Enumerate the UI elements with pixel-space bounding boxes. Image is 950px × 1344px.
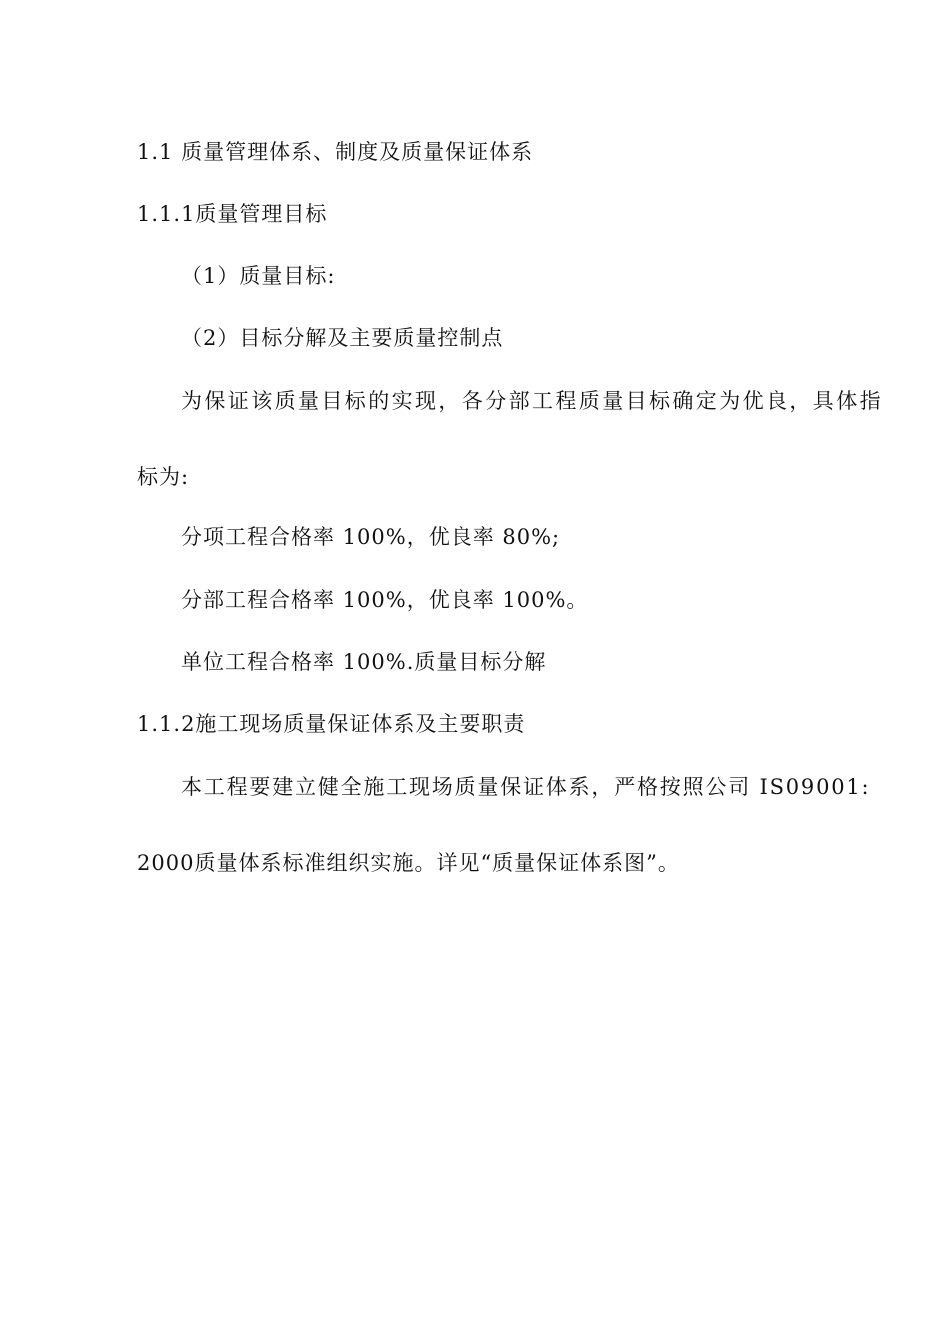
section-heading: 1.1 质量管理体系、制度及质量保证体系 [137, 140, 534, 164]
paragraph-2-line-1: 本工程要建立健全施工现场质量保证体系，严格按照公司 IS09001: [181, 775, 871, 799]
subsection-2-heading: 1.1.2施工现场质量保证体系及主要职责 [137, 712, 526, 736]
target-line-subitem: 分项工程合格率 100%，优良率 80%; [181, 525, 561, 549]
target-line-division: 分部工程合格率 100%，优良率 100%。 [181, 588, 589, 612]
paragraph-2-line-2: 2000质量体系标准组织实施。详见“质量保证体系图”。 [137, 851, 680, 875]
paragraph-1-line-2: 标为: [137, 465, 190, 489]
subsection-1-heading: 1.1.1质量管理目标 [137, 202, 328, 226]
paragraph-1-line-1: 为保证该质量目标的实现，各分部工程质量目标确定为优良，具体指 [181, 389, 883, 413]
list-item-quality-goal: （1）质量目标: [181, 264, 336, 288]
list-item-goal-breakdown: （2）目标分解及主要质量控制点 [181, 326, 504, 350]
target-line-unit: 单位工程合格率 100%.质量目标分解 [181, 650, 547, 674]
